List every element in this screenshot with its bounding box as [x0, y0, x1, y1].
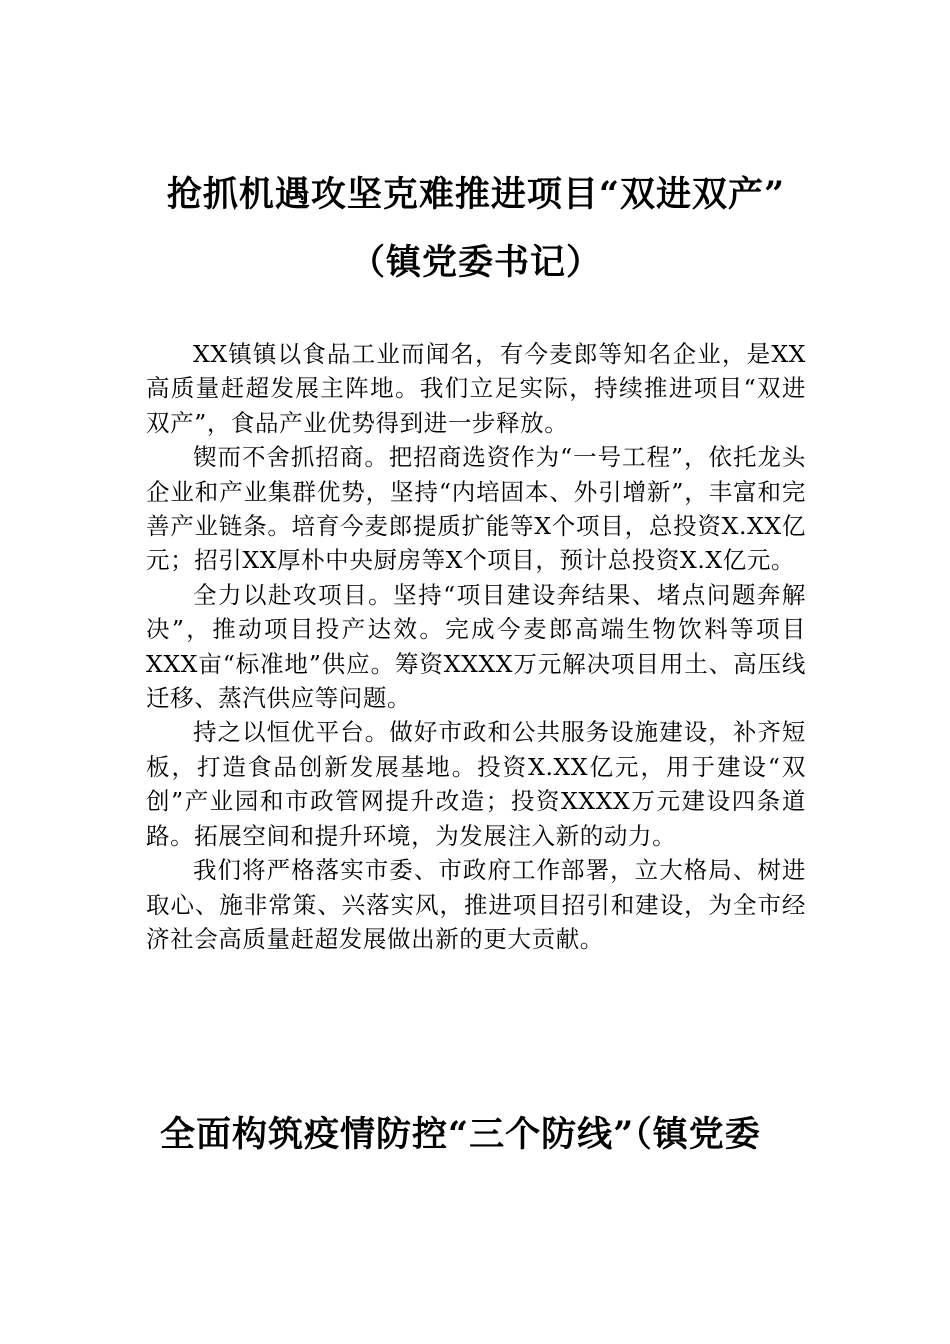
paragraph-conclusion: 我们将严格落实市委、市政府工作部署，立大格局、树进取心、施非常策、兴落实风，推进项目招引和建设，为全市经济社会高质量赶超发展做出新的更大贡献。 — [146, 856, 806, 953]
paragraph-investment: 锲而不舍抓招商。把招商选资作为“一号工程”，依托龙头企业和产业集群优势，坚持“内培固本、外引增新”，丰富和完善产业链条。培育今麦郎提质扩能等X个项目，总投资X.XX亿元；招引XX厚朴中央厨房等X个项目，预计总投资X.X亿元。 — [146, 443, 806, 575]
document-title: 抢抓机遇攻坚克难推进项目“双进双产” — [166, 174, 786, 215]
paragraph-projects: 全力以赴攻项目。坚持“项目建设奔结果、堵点问题奔解决”，推动项目投产达效。完成今麦郎高端生物饮料等项目XXX亩“标准地”供应。筹资XXXX万元解决项目用土、高压线迁移、蒸汽供应等问题。 — [146, 580, 806, 713]
document-body — [146, 337, 806, 956]
paragraph-intro: XX镇镇以食品工业而闻名，有今麦郎等知名企业，是XX高质量赶超发展主阵地。我们立足实际，持续推进项目“双进双产”，食品产业优势得到进一步释放。 — [146, 340, 806, 437]
paragraph-platform: 持之以恒优平台。做好市政和公共服务设施建设，补齐短板，打造食品创新发展基地。投资X.XX亿元，用于建设“双创”产业园和市政管网提升改造；投资XXXX万元建设四条道路。拓展空间和提升环境，为发展注入新的动力。 — [146, 718, 806, 850]
document-subtitle: （镇党委书记） — [349, 242, 602, 283]
next-article-title: 全面构筑疫情防控“三个防线”（镇党委 — [160, 1114, 761, 1155]
